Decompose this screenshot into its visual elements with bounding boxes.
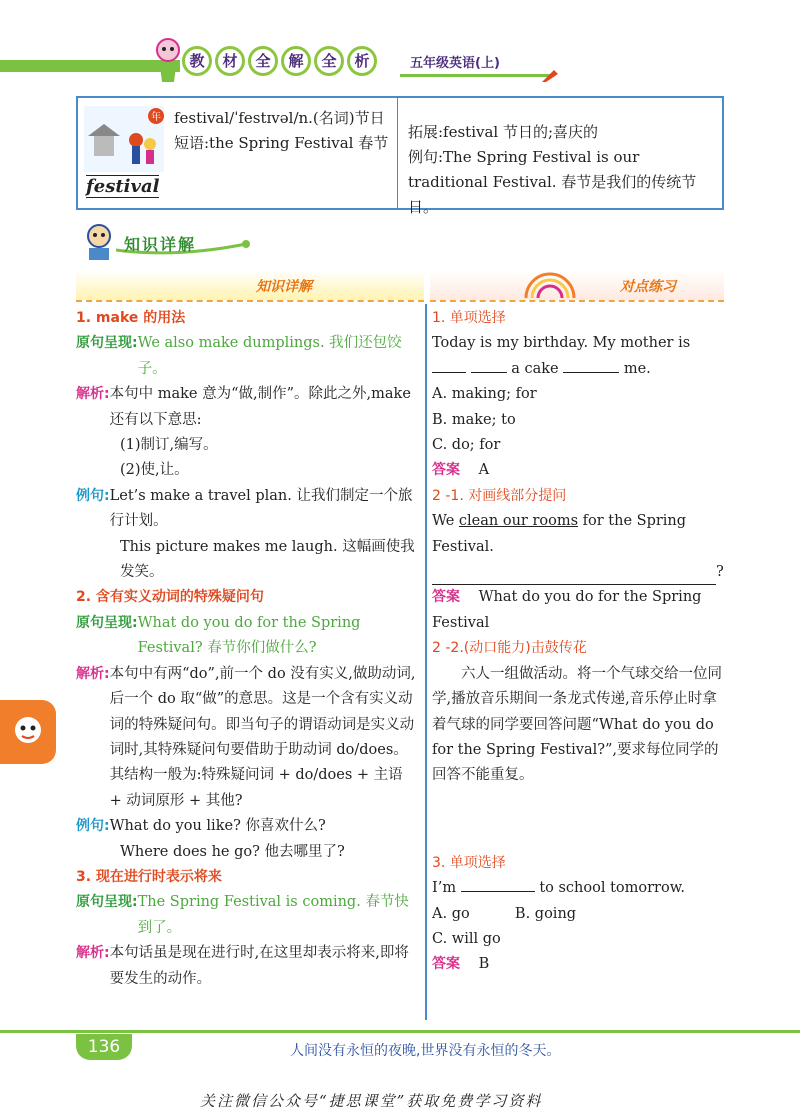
analysis — [76, 662, 416, 814]
answer-row — [432, 952, 724, 977]
analysis — [76, 382, 416, 433]
original-label: 原句呈现: — [76, 894, 138, 911]
question-stem-text: We — [432, 513, 455, 530]
mascot-icon — [10, 712, 46, 752]
meaning-item: (2)使,让。 — [120, 462, 189, 479]
question-stem-text: Today is my birthday. My mother is — [432, 335, 691, 352]
example-text: Where does he go? 他去哪里了? — [120, 843, 345, 860]
analysis-text: 本句话虽是现在进行时,在这里却表示将来,即将要发生的动作。 — [109, 945, 409, 987]
section-tag — [76, 222, 256, 262]
vocab-example: 例句:The Spring Festival is our traditional Festival. 春节是我们的传统节日。 — [408, 148, 697, 216]
question-stem — [432, 331, 724, 382]
header-title-char: 解 — [281, 46, 311, 76]
option: A. go — [432, 905, 470, 922]
header-title-char: 析 — [347, 46, 377, 76]
option: C. do; for — [432, 437, 501, 454]
vocab-left — [78, 98, 398, 208]
header-underline — [400, 74, 550, 77]
options-row — [432, 902, 724, 927]
festival-badge: 年 — [151, 112, 161, 123]
mascot-icon — [80, 222, 118, 262]
activity-paragraph: 六人一组做活动。将一个气球交给一位同学,播放音乐期间一条龙式传递,音乐停止时拿着气球的同学要回答问题“What do you do for the Spring Festival?”,要求每位同学的回答不能重复。 — [432, 665, 722, 784]
pencil-icon — [540, 64, 560, 84]
original-text: The Spring Festival is coming. 春节快到了。 — [137, 894, 409, 936]
question-mark: ? — [716, 564, 724, 581]
option: C. will go — [432, 930, 501, 947]
question-title: 1. 单项选择 — [432, 310, 506, 326]
answer-value: What do you do for the Spring Festival — [432, 589, 702, 631]
option: A. making; for — [432, 386, 537, 403]
option: B. going — [514, 905, 577, 922]
vocab-image-word: festival — [86, 176, 160, 197]
header-title — [182, 46, 377, 76]
original-sentence — [76, 890, 416, 941]
page-header — [0, 40, 800, 86]
example — [76, 814, 416, 839]
answer-row — [432, 585, 724, 636]
answer-blank — [461, 876, 535, 892]
section-title: 3. 现在进行时表示将来 — [76, 868, 222, 885]
answer-row — [432, 458, 724, 483]
analysis-label: 解析: — [76, 665, 110, 682]
column-head-knowledge — [76, 270, 424, 302]
vocab-extend: 拓展:festival 节日的;喜庆的 — [408, 123, 599, 141]
answer-blank — [471, 357, 507, 373]
section-title: 2. 含有实义动词的特殊疑问句 — [76, 589, 264, 606]
question-stem — [432, 876, 724, 901]
question-stem-text: a cake — [511, 360, 559, 377]
footer-note: 关注微信公众号“捷思课堂”获取免费学习资料 — [200, 1092, 543, 1110]
header-dash — [0, 62, 6, 70]
original-label: 原句呈现: — [76, 614, 138, 631]
mascot-icon — [150, 36, 186, 84]
original-sentence — [76, 331, 416, 382]
question-stem-text: for the Spring Festival. — [432, 513, 687, 555]
question-title: 3. 单项选择 — [432, 854, 506, 871]
original-label: 原句呈现: — [76, 335, 138, 352]
spacer — [432, 789, 724, 851]
question-stem-text: I’m — [432, 880, 457, 897]
question-title: 2 -2.(动口能力)击鼓传花 — [432, 640, 587, 657]
answer-blank — [563, 357, 619, 373]
answer-blank — [432, 569, 716, 585]
analysis-label: 解析: — [76, 386, 110, 403]
header-title-char: 教 — [182, 46, 212, 76]
analysis-label: 解析: — [76, 945, 110, 962]
knowledge-column — [76, 306, 416, 992]
header-grade: 五年级英语(上) — [410, 56, 500, 71]
practice-column — [432, 306, 724, 978]
original-sentence — [76, 611, 416, 662]
header-title-char: 材 — [215, 46, 245, 76]
example-text: Let’s make a travel plan. 让我们制定一个旅行计划。 — [109, 487, 413, 530]
side-tab — [0, 700, 56, 764]
option: B. make; to — [432, 411, 516, 428]
example-text: This picture makes me laugh. 这幅画使我发笑。 — [120, 538, 415, 581]
vocab-entry: festival/ˈfestɪvəl/n.(名词)节日 — [174, 109, 385, 127]
column-divider — [425, 304, 427, 1020]
answer-value: A — [478, 462, 490, 479]
analysis — [76, 941, 416, 992]
answer-label: 答案 — [432, 589, 460, 606]
analysis-text: 本句中 make 意为“做,制作”。除此之外,make 还有以下意思: — [109, 386, 411, 428]
analysis-text: 本句中有两“do”,前一个 do 没有实义,做助动词,后一个 do 取“做”的意思。这是一个含有实义动词的特殊疑问句。即当句子的谓语动词是实义动词时,其特殊疑问句要借助于助动词 do/does。其结构一般为:特殊疑问词 + do/does + 主语 + 动词原形 + 其他? — [109, 665, 416, 809]
section-title: 1. make 的用法 — [76, 310, 186, 326]
answer-blank — [432, 357, 466, 373]
footer-motto: 人间没有永恒的夜晚,世界没有永恒的冬天。 — [290, 1043, 561, 1059]
rainbow-icon — [520, 272, 580, 300]
example — [76, 484, 416, 535]
column-head-practice — [430, 270, 724, 302]
column-head-practice-label: 对点练习 — [620, 279, 676, 295]
example-text: What do you like? 你喜欢什么? — [109, 818, 326, 835]
page-number: 136 — [76, 1034, 132, 1060]
original-text: What do you do for the Spring Festival? 春节你们做什么? — [137, 614, 361, 657]
header-title-char: 全 — [314, 46, 344, 76]
underlined-phrase: clean our rooms — [458, 513, 579, 530]
answer-label: 答案 — [432, 956, 460, 973]
question-title: 2 -1. 对画线部分提问 — [432, 487, 567, 504]
question-stem — [432, 509, 724, 560]
example-label: 例句: — [76, 818, 110, 835]
question-stem-text: to school tomorrow. — [539, 880, 686, 897]
vocab-box — [76, 96, 724, 216]
answer-value: B — [478, 956, 490, 973]
answer-label: 答案 — [432, 462, 460, 479]
column-head-knowledge-label: 知识详解 — [256, 279, 312, 295]
section-tag-label: 知识详解 — [124, 235, 197, 254]
footer-line — [0, 1030, 800, 1033]
vocab-phrase: 短语:the Spring Festival 春节 — [174, 134, 389, 152]
answer-line — [432, 560, 724, 585]
original-text: We also make dumplings. 我们还包饺子。 — [137, 335, 402, 377]
vocab-text — [174, 106, 390, 156]
vocab-right — [398, 98, 722, 216]
example-label: 例句: — [76, 487, 110, 504]
question-stem-text: me. — [623, 360, 651, 377]
meaning-item: (1)制订,编写。 — [120, 437, 218, 454]
header-title-char: 全 — [248, 46, 278, 76]
